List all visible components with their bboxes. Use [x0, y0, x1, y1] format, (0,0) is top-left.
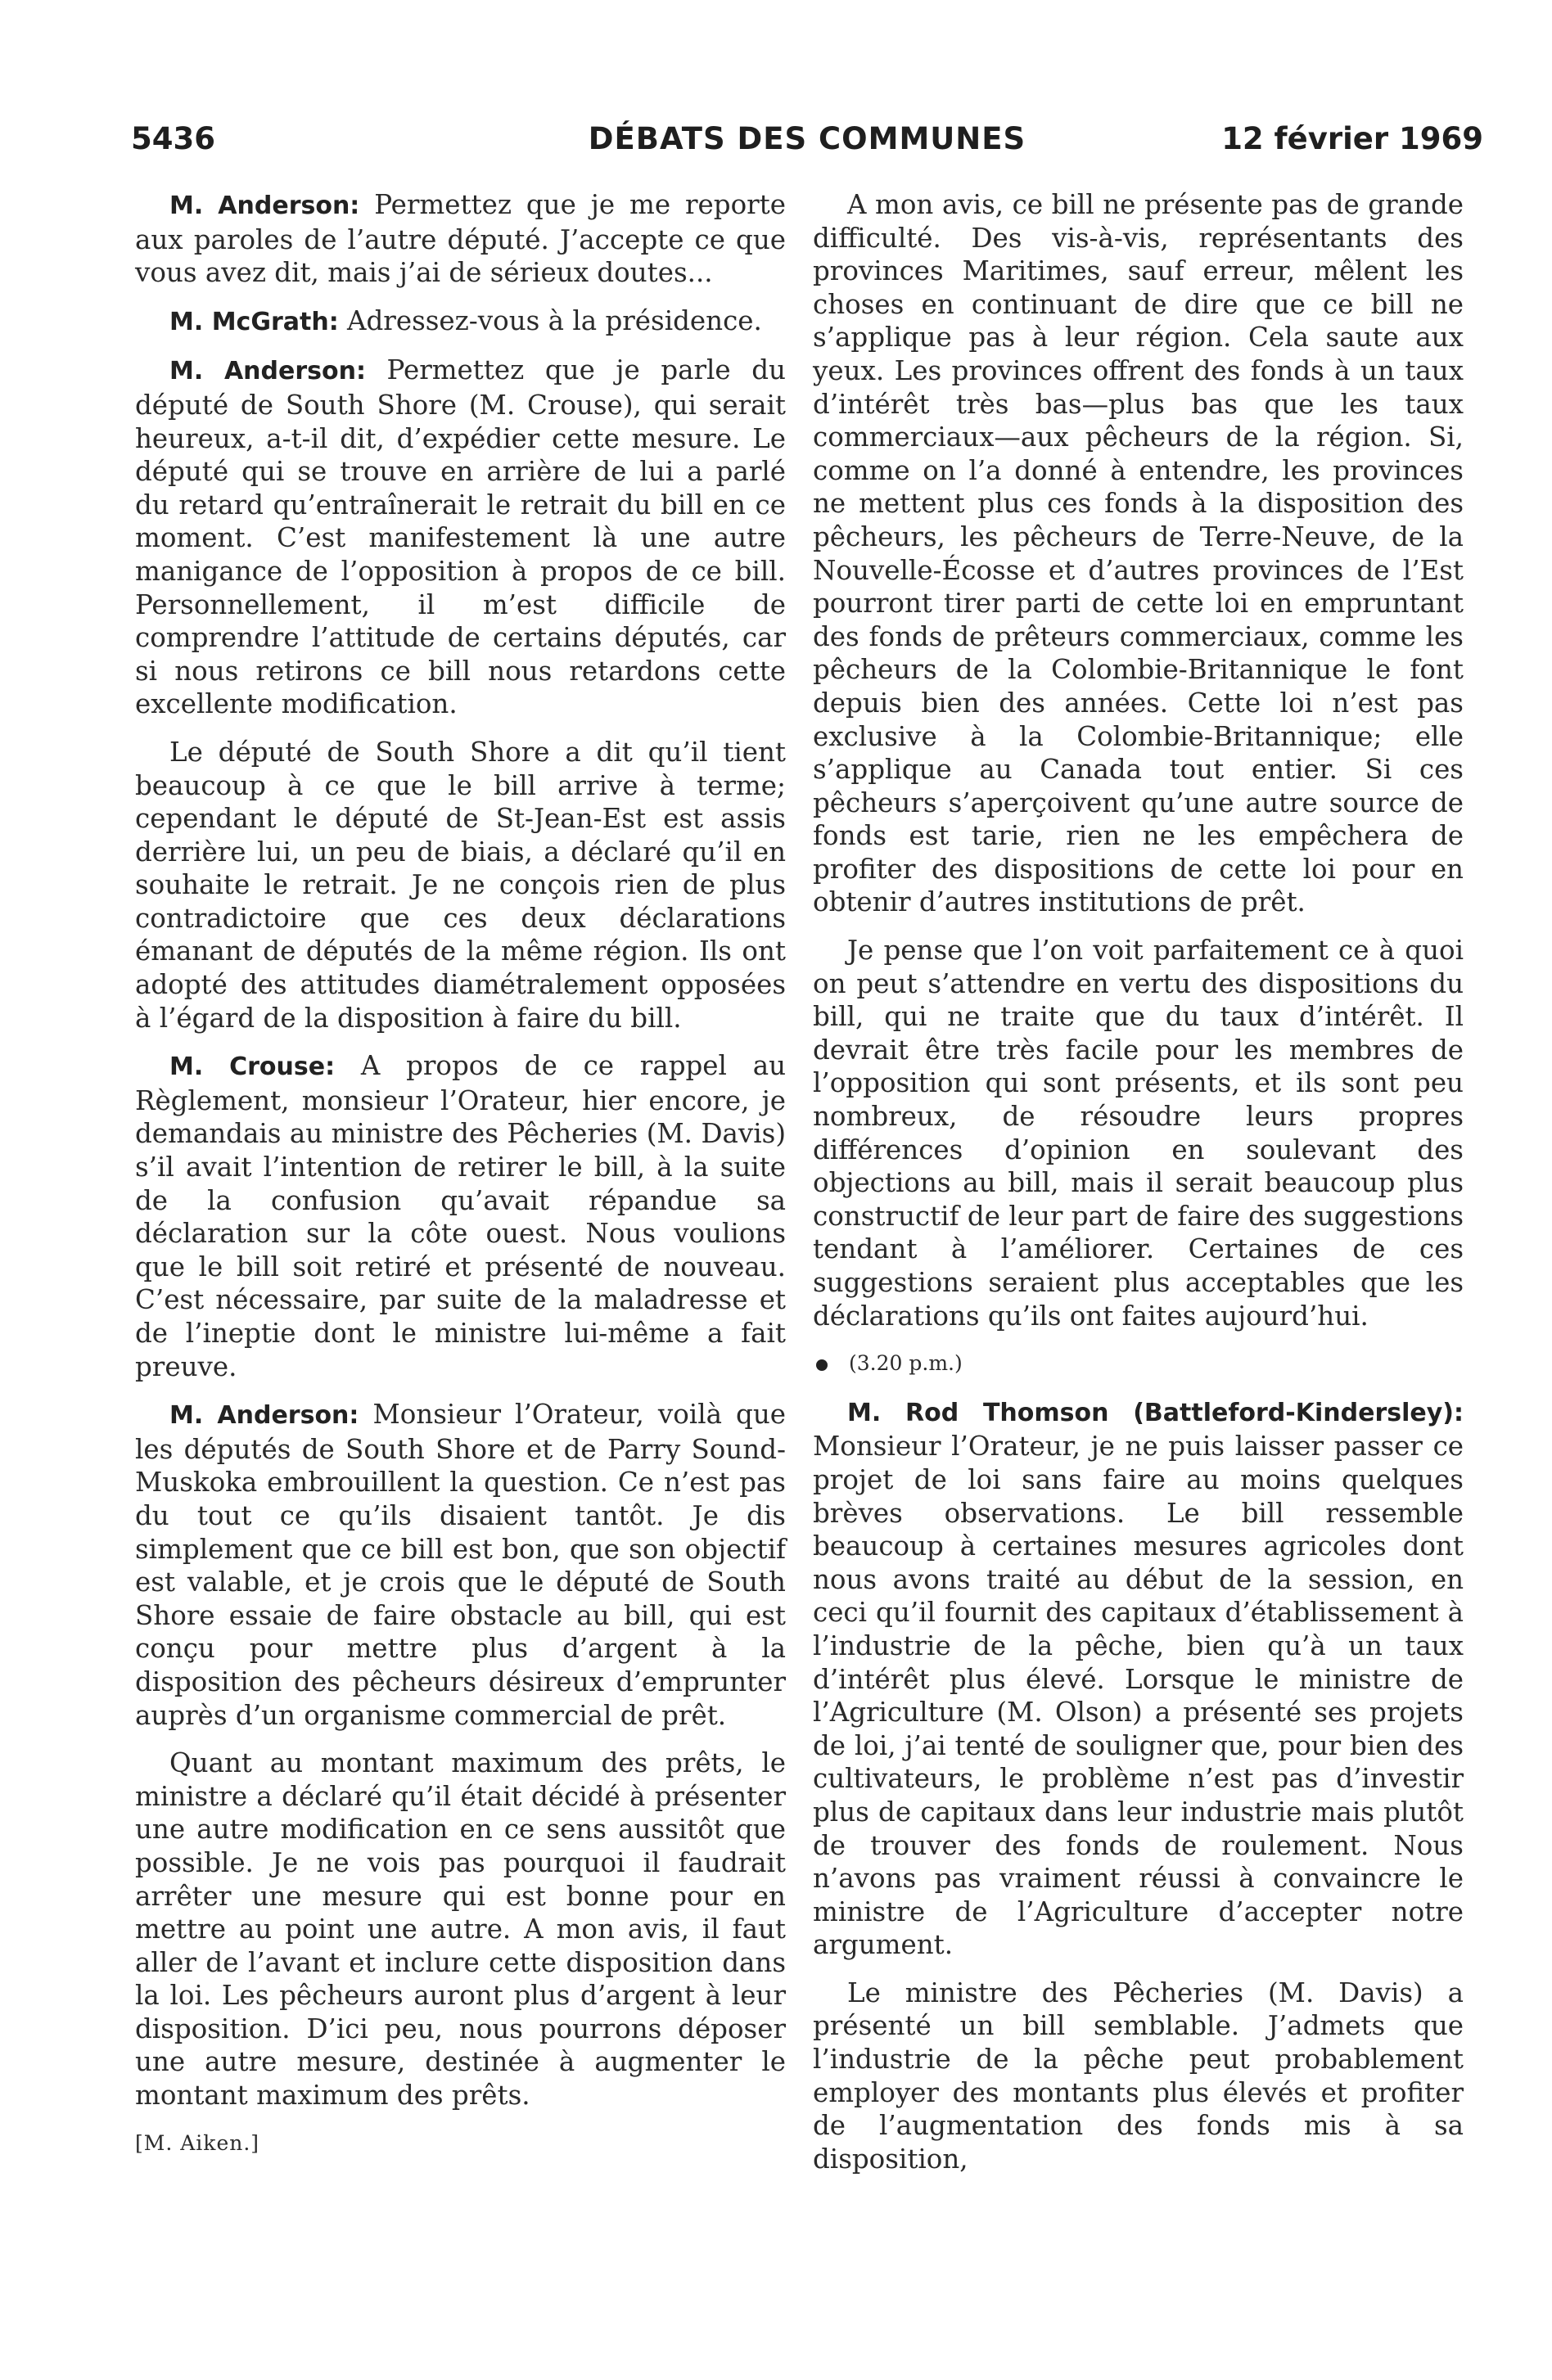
speaker-name: M. Anderson: [169, 192, 360, 220]
speech-text: Permettez que je parle du député de South Shore (M. Crouse), qui serait heureux, a-t-il dit, d’expédier cette mesure. Le député qui se trouve en arrière de lui a parlé du retard qu’entraînerait le retrait du bill en ce moment. C’est manifestement là une autre manigance de l’opposition à propos de ce bill. Personnellement, il m’est difficile de comprendre l’attitude de certains députés, car si nous retirons ce bill nous retardons cette excellente modification. [135, 354, 786, 720]
bullet-icon [816, 1359, 828, 1371]
left-column [135, 188, 786, 2175]
speaker-name: M. Crouse: [169, 1053, 336, 1082]
time-text: (3.20 p.m.) [849, 1351, 963, 1376]
paragraph: Le député de South Shore a dit qu’il tient beaucoup à ce que le bill arrive à terme; cependant le député de St-Jean-Est est assis derrière lui, un peu de biais, a déclaré qu’il en souhaite le retrait. Je ne conçois rien de plus contradictoire que ces deux déclarations émanant de députés de la même région. Ils ont adopté des attitudes diamétralement opposées à l’égard de la disposition à faire du bill. [135, 736, 786, 1034]
paragraph [135, 1049, 786, 1383]
paragraph: Quant au montant maximum des prêts, le ministre a déclaré qu’il était décidé à présenter une autre modification en ce sens aussitôt que possible. Je ne vois pas pourquoi il faudrait arrêter une mesure qui est bonne pour en mettre au point une autre. A mon avis, il faut aller de l’avant et inclure cette disposition dans la loi. Les pêcheurs auront plus d’argent à leur disposition. D’ici peu, nous pourrons déposer une autre mesure, destinée à augmenter le montant maximum des prêts. [135, 1747, 786, 2112]
speaker-attribution: [M. Aiken.] [135, 2130, 260, 2155]
paragraph: Je pense que l’on voit parfaitement ce à quoi on peut s’attendre en vertu des dispositions du bill, qui ne traite que du taux d’intérêt. Il devrait être très facile pour les membres de l’opposition qui sont présents, et ils sont peu nombreux, de résoudre leurs propres différences d’opinion en soulevant des objections au bill, mais il serait beaucoup plus constructif de leur part de faire des suggestions tendant à l’améliorer. Certaines de ces suggestions seraient plus acceptables que les déclarations qu’ils ont faites aujourd’hui. [813, 935, 1464, 1332]
paragraph: A mon avis, ce bill ne présente pas de grande difficulté. Des vis-à-vis, représentants des provinces Maritimes, sauf erreur, mêlent les choses en continuant de dire que ce bill ne s’applique pas à leur région. Cela saute aux yeux. Les provinces offrent des fonds à un taux d’intérêt très bas—plus bas que les taux commerciaux—aux pêcheurs de la région. Si, comme on l’a donné à entendre, les provinces ne mettent plus ces fonds à la disposition des pêcheurs, les pêcheurs de Terre-Neuve, de la Nouvelle-Écosse et d’autres provinces de l’Est pourront tirer parti de cette loi en empruntant des fonds de prêteurs commerciaux, comme les pêcheurs de la Colombie-Britannique le font depuis bien des années. Cette loi n’est pas exclusive à la Colombie-Britannique; elle s’applique au Canada tout entier. Si ces pêcheurs s’aperçoivent qu’une autre source de fonds est tarie, rien ne les empêchera de profiter des dispositions de cette loi pour en obtenir d’autres institutions de prêt. [813, 189, 1464, 918]
paragraph [813, 1395, 1464, 1962]
speaker-name: M. McGrath: [169, 307, 339, 336]
speaker-name: M. Rod Thomson (Battleford-Kindersley): [847, 1398, 1464, 1427]
time-marker [813, 1347, 1464, 1381]
paragraph [135, 1398, 786, 1732]
page-title: DÉBATS DES COMMUNES [588, 121, 1026, 156]
speech-text: Permettez que je me reporte aux paroles de l’autre député. J’accepte ce que vous avez dit, mais j’ai de sérieux doutes... [135, 189, 786, 289]
paragraph [135, 188, 786, 290]
speaker-name: M. Anderson: [169, 357, 366, 386]
speaker-name: M. Anderson: [169, 1401, 359, 1431]
paragraph: Le ministre des Pêcheries (M. Davis) a présenté un bill semblable. J’admets que l’industrie de la pêche peut probablement employer des montants plus élevés et profiter de l’augmentation des fonds mis à sa disposition, [813, 1977, 1464, 2175]
page-number: 5436 [131, 121, 215, 156]
page-date: 12 février 1969 [1221, 121, 1483, 156]
right-column [813, 188, 1464, 2190]
speech-text: Monsieur l’Orateur, je ne puis laisser passer ce projet de loi sans faire au moins quelques brèves observations. Le bill ressemble beaucoup à certaines mesures agricoles dont nous avons traité au début de la session, en ceci qu’il fournit des capitaux d’établissement à l’industrie de la pêche, bien qu’à un taux d’intérêt plus élevé. Lorsque le ministre de l’Agriculture (M. Olson) a présenté ses projets de loi, j’ai tenté de souligner que, pour bien des cultivateurs, le problème n’est pas d’investir plus de capitaux dans leur industrie mais plutôt de trouver des fonds de roulement. Nous n’avons pas vraiment réussi à convaincre le ministre de l’Agriculture d’accepter notre argument. [813, 1431, 1464, 1961]
paragraph [135, 354, 786, 721]
page-header [131, 121, 1483, 170]
speech-text: Adressez-vous à la présidence. [338, 304, 762, 336]
speech-text: Monsieur l’Orateur, voilà que les députés de South Shore et de Parry Sound-Muskoka embrouillent la question. Ce n’est pas du tout ce qu’ils disaient tantôt. Je dis simplement que ce bill est bon, que son objectif est valable, et je crois que le député de South Shore essaie de faire obstacle au bill, qui est conçu pour mettre plus d’argent à la disposition des pêcheurs désireux d’emprunter auprès d’un organisme commercial de prêt. [135, 1399, 786, 1731]
paragraph [135, 304, 786, 340]
speech-text: A propos de ce rappel au Règlement, monsieur l’Orateur, hier encore, je demandais au ministre des Pêcheries (M. Davis) s’il avait l’intention de retirer le bill, à la suite de la confusion qu’avait répandue sa déclaration sur la côte ouest. Nous voulions que le bill soit retiré et présenté de nouveau. C’est nécessaire, par suite de la maladresse et de l’ineptie dont le ministre lui-même a fait preuve. [135, 1050, 786, 1382]
